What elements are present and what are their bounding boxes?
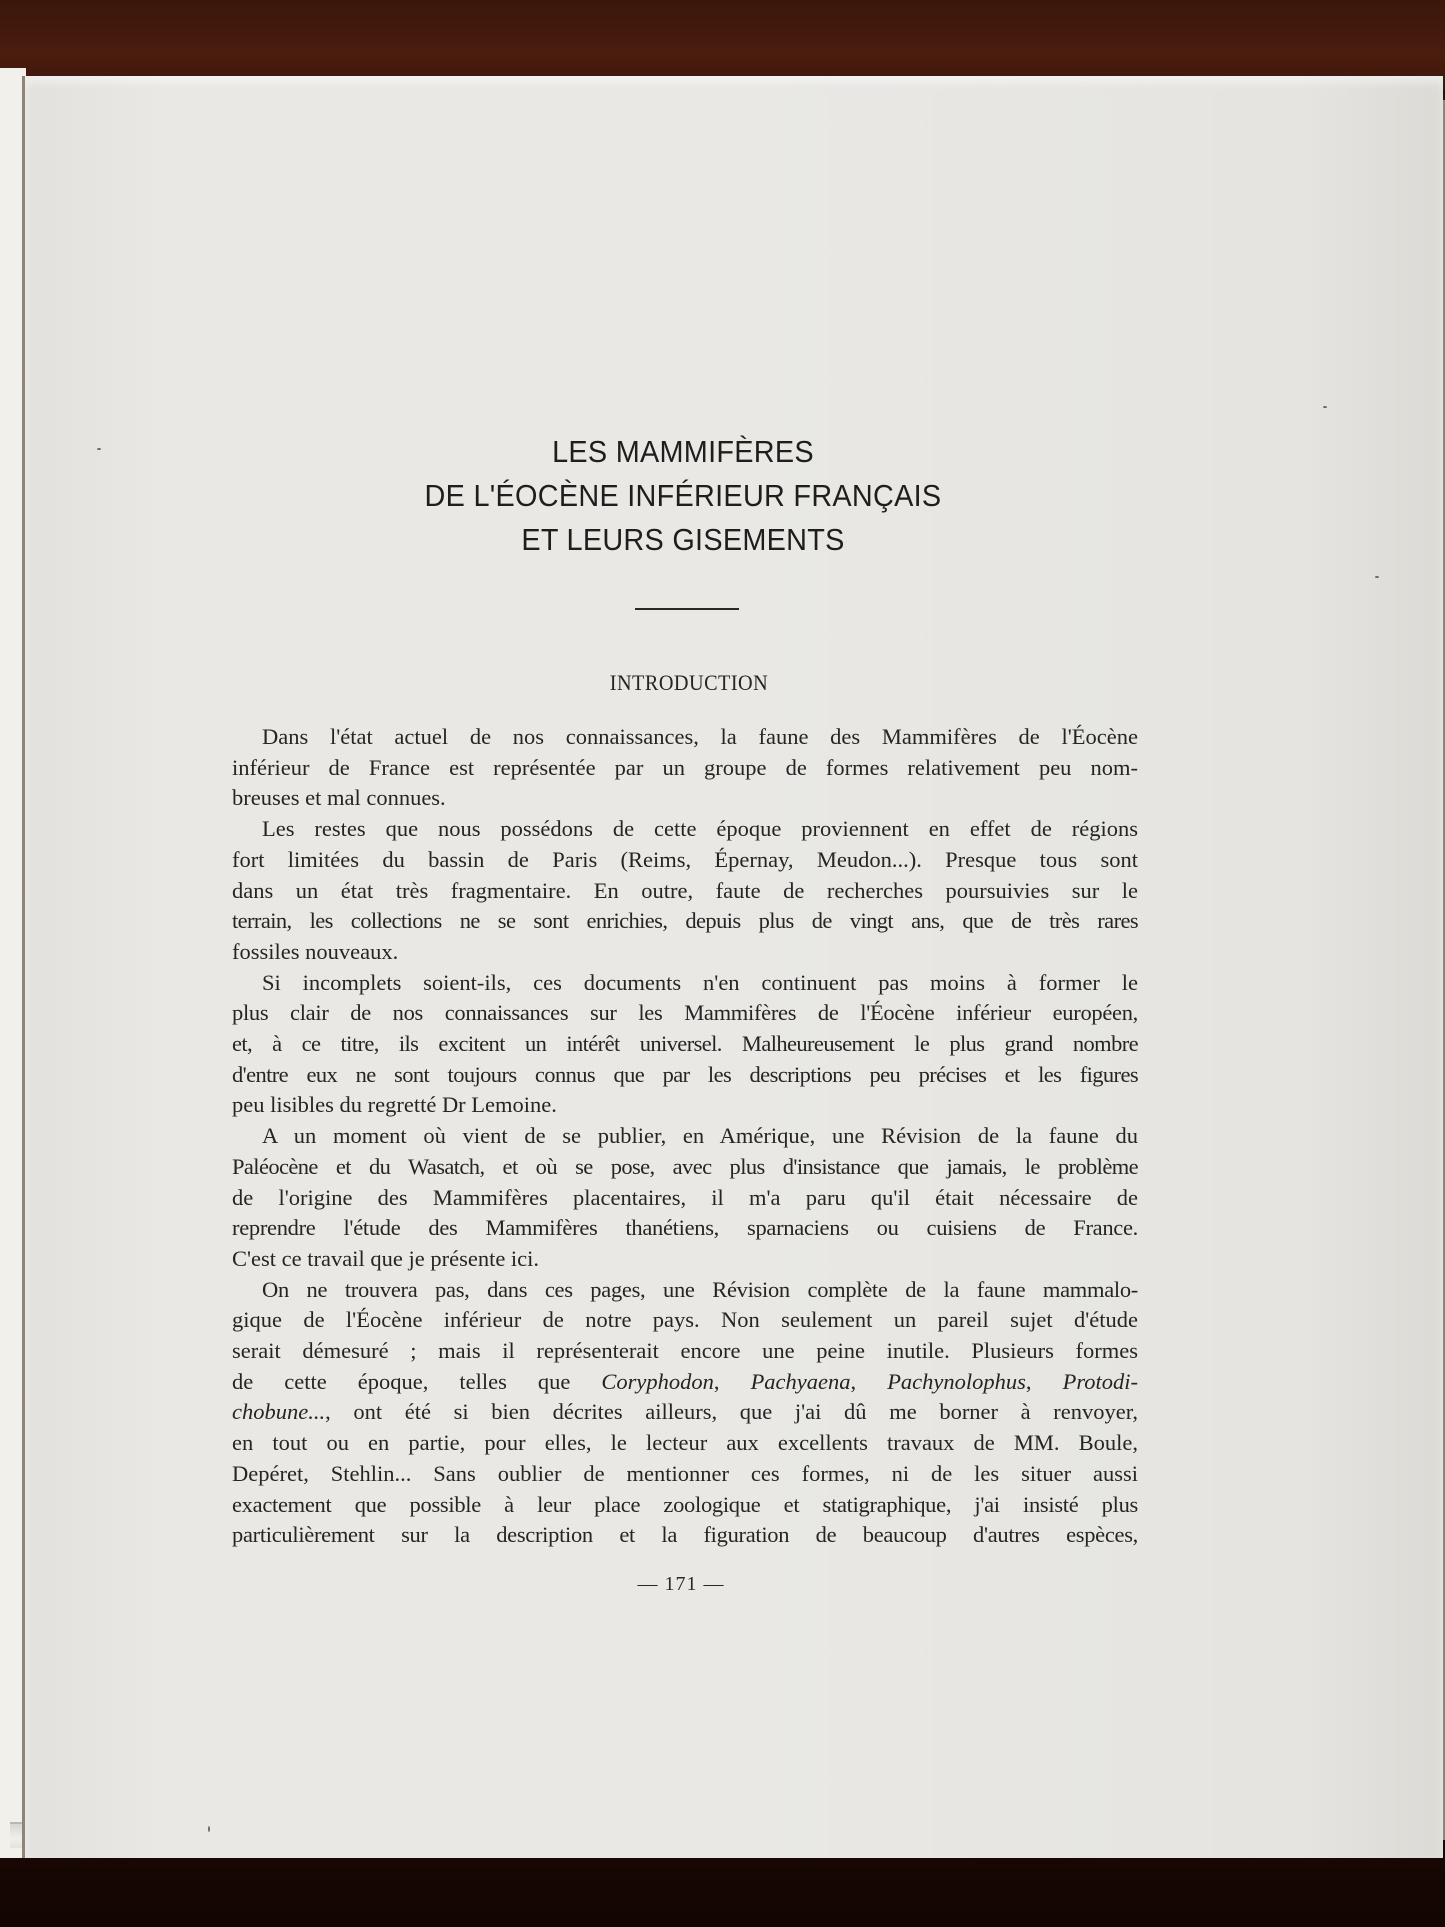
text-line: terrain, les collections ne se sont enrichies, depuis plus de vingt ans, que de très rares [232,908,1138,934]
text-line: Paléocène et du Wasatch, et où se pose, avec plus d'insistance que jamais, le problème [232,1153,1138,1179]
text-line: serait démesuré ; mais il représenterait encore une peine inutile. Plusieurs formes [232,1338,1138,1364]
title-line-3: ET LEURS GISEMENTS [521,522,845,557]
document-title [260,430,1106,562]
title-divider-rule [635,608,739,610]
text-line: fossiles nouveaux. [232,938,399,964]
genus-name: chobune... [232,1399,326,1425]
genus-name: Coryphodon [601,1368,714,1394]
paragraph-2 [232,814,1138,968]
paragraph-3 [232,968,1138,1122]
text-line: Les restes que nous possédons de cette époque proviennent en effet de régions [262,816,1138,842]
text-line: A un moment où vient de se publier, en Amérique, une Révision de la faune du [262,1123,1138,1149]
text-line: inférieur de France est représentée par un groupe de formes relativement peu nom- [232,754,1138,780]
text-line: Si incomplets soient-ils, ces documents n'en continuent pas moins à former le [262,969,1138,995]
page-number: — 171 — [637,1572,725,1595]
text-line: C'est ce travail que je présente ici. [232,1245,540,1271]
text-line: peu lisibles du regretté Dr Lemoine. [232,1092,557,1118]
text-line: exactement que possible à leur place zoologique et statigraphique, j'ai insisté plus [232,1491,1138,1517]
paper-speck [208,1826,210,1832]
text-line: reprendre l'étude des Mammifères thanétiens, sparnaciens ou cuisiens de France. [232,1215,1138,1241]
text-line: et, à ce titre, ils excitent un intérêt universel. Malheureusement le plus grand nombre [232,1031,1138,1057]
text-line: d'entre eux ne sont toujours connus que par les descriptions peu précises et les figures [232,1061,1138,1087]
genus-name: Pachyaena [750,1368,851,1394]
genus-name: Protodi- [1062,1368,1138,1394]
text-line: On ne trouvera pas, dans ces pages, une Révision complète de la faune mammalo- [262,1276,1138,1302]
page-content [232,430,1138,1596]
text-line: de l'origine des Mammifères placentaires, il m'a paru qu'il était nécessaire de [232,1184,1138,1210]
paragraph-5 [232,1275,1138,1551]
paragraph-4 [232,1121,1138,1275]
section-heading-introduction: INTRODUCTION [609,670,769,695]
title-line-1: LES MAMMIFÈRES [552,434,814,469]
text-with-italic-genera: de cette époque, telles que Coryphodon, Pachyaena, Pachynolophus, Protodi- [232,1368,1138,1394]
text-line: fort limitées du bassin de Paris (Reims, Épernay, Meudon...). Presque tous sont [232,846,1138,872]
text-line: en tout ou en partie, pour elles, le lecteur aux excellents travaux de MM. Boule, [232,1430,1138,1456]
text-line: Depéret, Stehlin... Sans oublier de mentionner ces formes, ni de les situer aussi [232,1460,1138,1486]
text-line: gique de l'Éocène inférieur de notre pays. Non seulement un pareil sujet d'étude [232,1307,1138,1333]
paper-speck [1375,576,1379,578]
text-line [232,1397,1138,1428]
paper-speck [97,448,101,450]
text-line: Dans l'état actuel de nos connaissances, la faune des Mammifères de l'Éocène [262,724,1138,749]
paper-speck [1323,406,1327,408]
text-line: plus clair de nos connaissances sur les Mammifères de l'Éocène inférieur européen, [232,1000,1138,1026]
text-line: breuses et mal connues. [232,785,446,811]
text-line: dans un état très fragmentaire. En outre, faute de recherches poursuivies sur le [232,877,1138,903]
text-line [232,1367,1138,1398]
paragraph-1 [232,722,1138,814]
text-with-italic-genera: chobune..., ont été si bien décrites ailleurs, que j'ai dû me borner à renvoyer, [232,1399,1138,1425]
genus-name: Pachynolophus [887,1368,1026,1394]
title-line-2: DE L'ÉOCÈNE INFÉRIEUR FRANÇAIS [424,478,942,513]
text-line: particulièrement sur la description et la figuration de beaucoup d'autres espèces, [232,1522,1138,1548]
